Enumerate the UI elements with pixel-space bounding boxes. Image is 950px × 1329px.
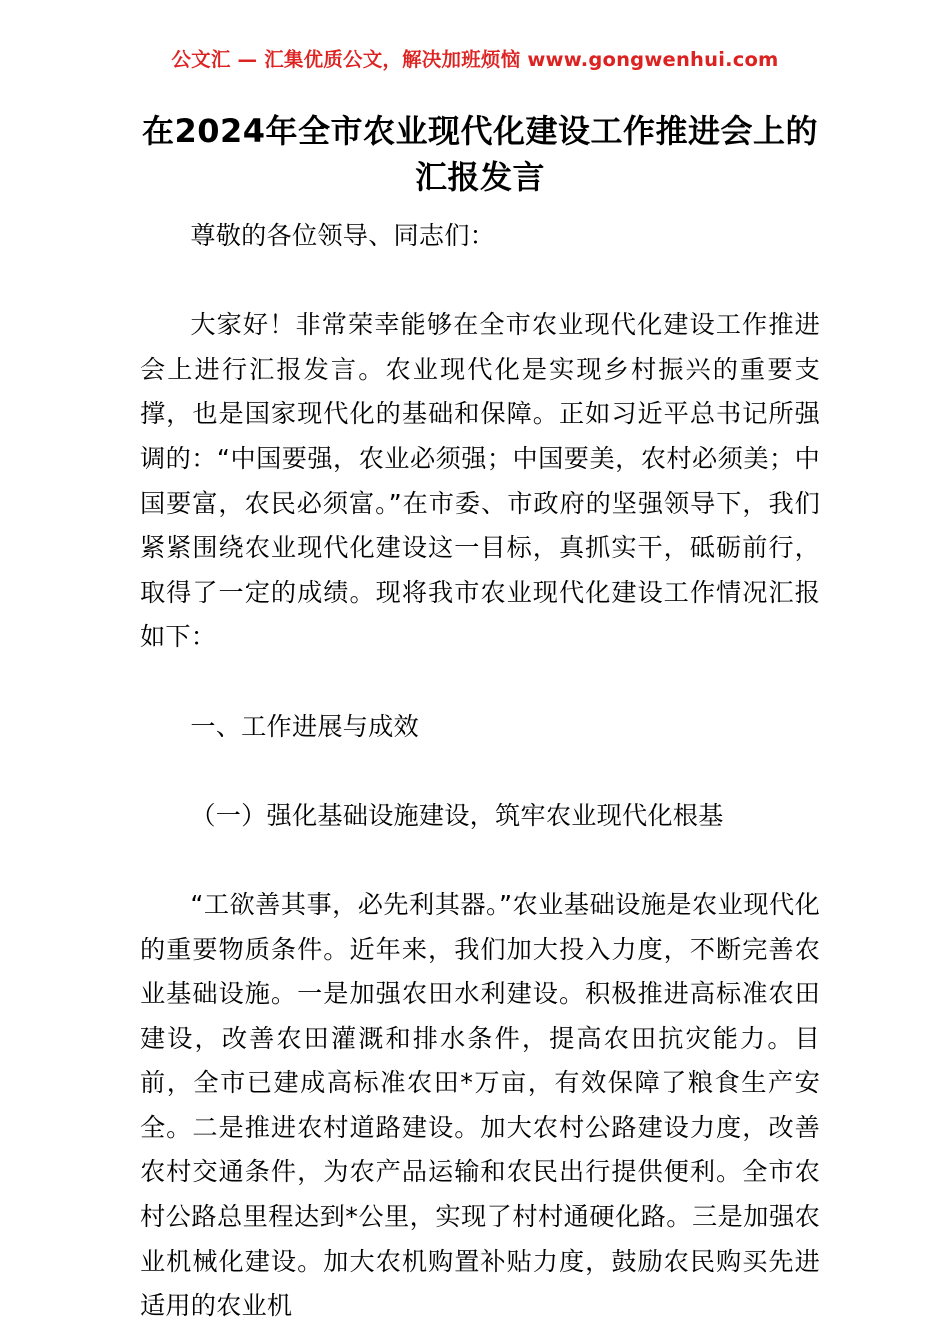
page-title: 在2024年全市农业现代化建设工作推进会上的汇报发言 [141, 112, 819, 196]
salutation-paragraph: 尊敬的各位领导、同志们： [190, 221, 496, 250]
intro-paragraph: 大家好！非常荣幸能够在全市农业现代化建设工作推进会上进行汇报发言。农业现代化是实现乡村振兴的重要支撑，也是国家现代化的基础和保障。正如习近平总书记所强调的：“中国要强，农业必须强；中国要美，农村必须美；中国要富，农民必须富。”在市委、市政府的坚强领导下，我们紧紧围绕农业现代化建设这一目标，真抓实干，砥砺前行，取得了一定的成绩。现将我市农业现代化建设工作情况汇报如下： [140, 310, 820, 652]
paragraph-spacer [140, 259, 820, 304]
watermark-header [0, 48, 950, 71]
watermark-brand-text: 公文汇 — 汇集优质公文，解决加班烦恼 [171, 48, 521, 71]
section-heading-2: （一）强化基础设施建设，筑牢农业现代化根基 [190, 800, 724, 830]
section-heading-1: 一、工作进展与成效 [190, 711, 419, 741]
watermark-url: www.gongwenhui.com [527, 48, 779, 71]
paragraph-spacer [140, 660, 820, 705]
paragraph-spacer [140, 838, 820, 883]
paragraph-spacer [140, 749, 820, 794]
document-content [140, 108, 820, 1329]
body-paragraph-2: “工欲善其事，必先利其器。”农业基础设施是农业现代化的重要物质条件。近年来，我们加大投入力度，不断完善农业基础设施。一是加强农田水利建设。积极推进高标准农田建设，改善农田灌溉和排水条件，提高农田抗灾能力。目前，全市已建成高标准农田*万亩，有效保障了粮食生产安全。二是推进农村道路建设。加大农村公路建设力度，改善农村交通条件，为农产品运输和农民出行提供便利。全市农村公路总里程达到*公里，实现了村村通硬化路。三是加强农业机械化建设。加大农机购置补贴力度，鼓励农民购买先进适用的农业机 [140, 889, 820, 1321]
